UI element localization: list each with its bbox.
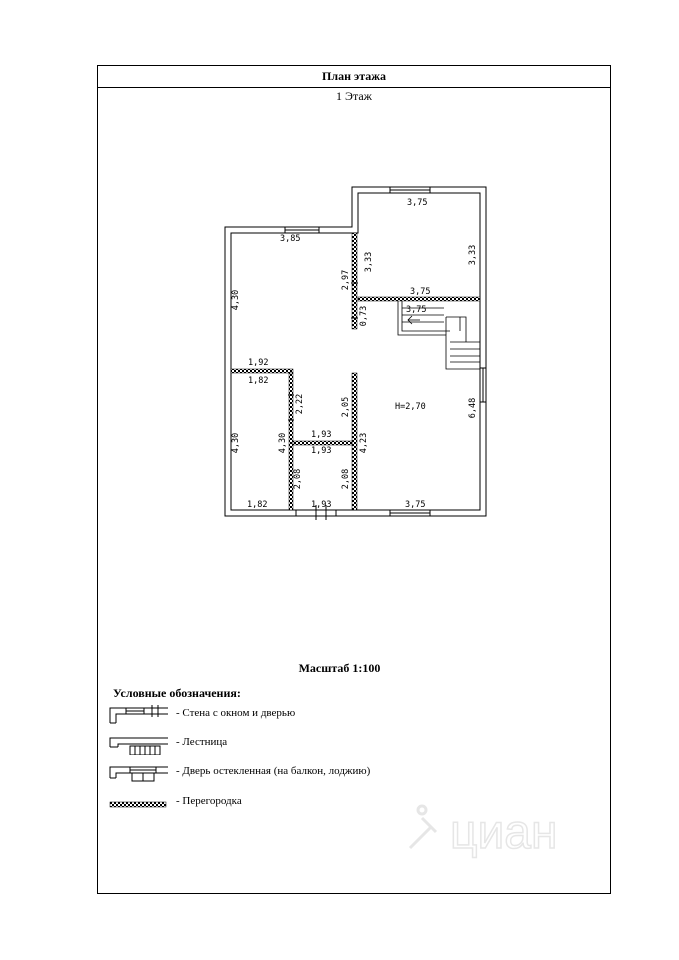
dim-lower-bath-right: 2,08 <box>341 468 351 490</box>
dim-mid-partition-height: 2,97 <box>341 269 351 291</box>
dim-bottom-left: 1,82 <box>247 500 268 510</box>
partition-icon <box>108 800 170 810</box>
dim-left-wall-top: 1,92 <box>248 358 269 368</box>
dim-bath-width-bottom: 1,93 <box>311 446 332 456</box>
dim-top-left-width: 3,85 <box>280 234 301 244</box>
dim-top-right-height-right: 3,33 <box>468 244 478 266</box>
legend-stairs-label: - Лестница <box>176 736 228 748</box>
wall-window-door-icon <box>108 705 170 725</box>
cian-watermark <box>400 790 600 860</box>
dim-inner-left-height: 4,30 <box>278 432 288 454</box>
partitions <box>231 233 480 510</box>
legend-title: Условные обозначения: <box>113 686 241 700</box>
legend-glazed-door-label: - Дверь остекленная (на балкон, лоджию) <box>176 765 371 777</box>
plan-title: План этажа <box>98 66 610 88</box>
legend-wall-label: - Стена с окном и дверью <box>176 707 296 719</box>
legend-partition-label: - Перегородка <box>176 795 242 807</box>
floor-label: 1 Этаж <box>336 89 372 103</box>
windows <box>285 187 486 516</box>
dim-top-right-height-left: 3,33 <box>364 251 374 273</box>
stairs-icon <box>108 735 170 755</box>
glazed-door-icon <box>108 764 170 786</box>
scale-label: Масштаб 1:100 <box>298 661 381 675</box>
dim-bath-height: 2,05 <box>341 396 351 418</box>
dim-left-room-height: 4,30 <box>231 289 241 311</box>
dim-stair-wall-width: 3,75 <box>410 287 431 297</box>
dim-corridor-height: 2,22 <box>295 393 305 415</box>
dim-lower-bath-left: 2,08 <box>293 468 303 490</box>
dim-hall-height: 4,23 <box>359 432 369 454</box>
dim-left-wall-bottom: 1,82 <box>248 376 269 386</box>
dim-stair-width: 3,75 <box>406 305 427 315</box>
dim-lower-left-height: 4,30 <box>231 432 241 454</box>
watermark-text: циан <box>450 806 558 859</box>
dim-right-wall-height: 6,48 <box>468 397 478 419</box>
dim-top-right-width: 3,75 <box>407 198 428 208</box>
ceiling-height: H=2,70 <box>395 402 426 412</box>
dim-bottom-right: 3,75 <box>405 500 426 510</box>
dim-small-gap: 0,73 <box>359 305 369 327</box>
dim-bath-width-top: 1,93 <box>311 430 332 440</box>
dim-bottom-mid: 1,93 <box>311 500 332 510</box>
